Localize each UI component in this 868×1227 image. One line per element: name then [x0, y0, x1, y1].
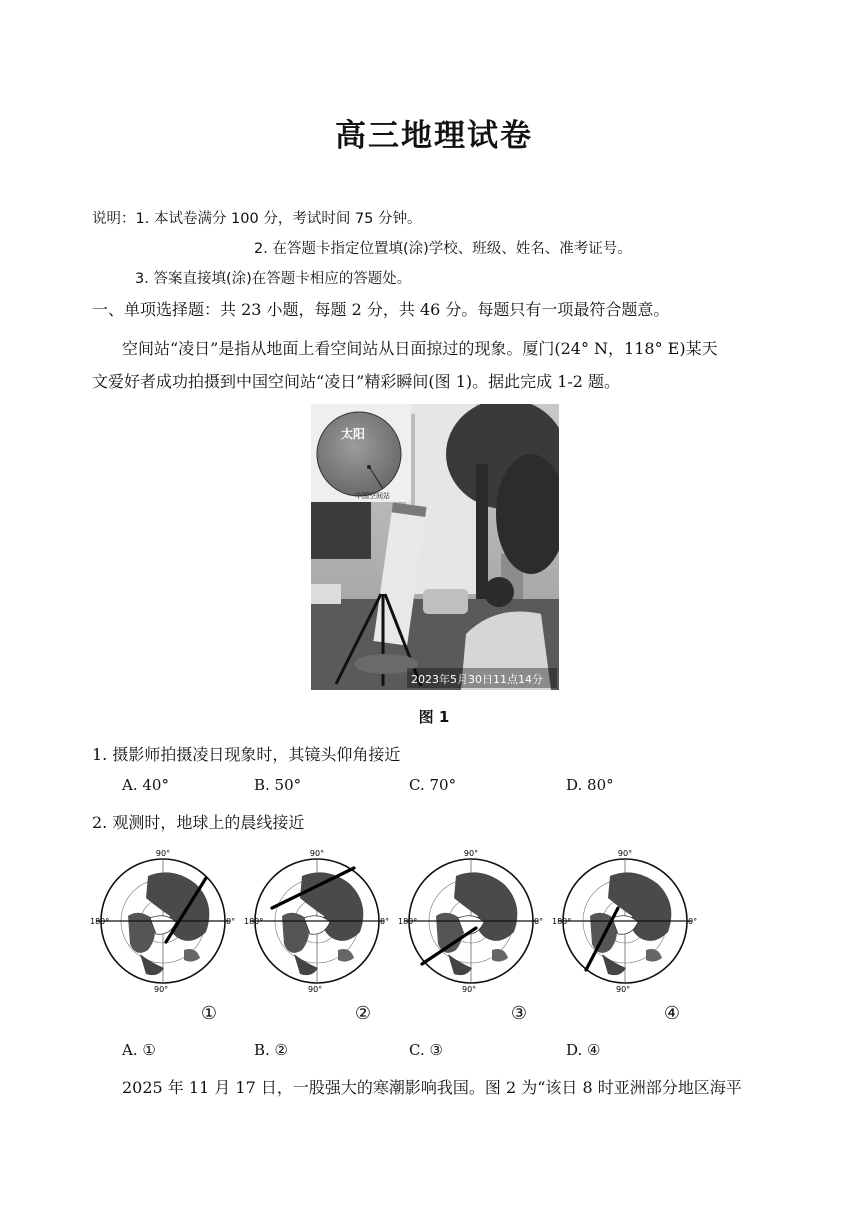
svg-text:90°: 90°	[155, 849, 171, 858]
svg-text:180°: 180°	[244, 917, 264, 926]
instruction-3: 3. 答案直接填(涂)在答题卡相应的答题处。	[135, 271, 412, 287]
svg-text:0°: 0°	[534, 917, 544, 926]
svg-text:0°: 0°	[226, 917, 236, 926]
question-1-stem: 1. 摄影师拍摄凌日现象时，其镜头仰角接近	[92, 745, 401, 764]
figure-1-photo	[311, 404, 559, 690]
svg-text:0°: 0°	[380, 917, 390, 926]
svg-text:90°: 90°	[154, 985, 169, 994]
instructions-label: 说明：	[92, 211, 136, 227]
svg-text:90°: 90°	[309, 849, 325, 858]
intro-paragraph-line-2: 文爱好者成功拍摄到中国空间站“凌日”精彩瞬间(图 1)。据此完成 1-2 题。	[92, 372, 621, 391]
globe-diagram-2	[242, 846, 392, 996]
svg-text:0°: 0°	[688, 917, 698, 926]
globe-number-1: ①	[200, 1003, 218, 1024]
instructions-line-1	[92, 207, 422, 228]
figure-1-caption: 图 1	[418, 708, 450, 726]
section-heading: 一、单项选择题：共 23 小题，每题 2 分，共 46 分。每题只有一项最符合题意。	[92, 300, 670, 319]
intro-paragraph-line-1: 空间站“凌日”是指从地面上看空间站从日面掠过的现象。厦门(24° N，118° E)某天	[122, 339, 718, 358]
q1-option-c: C. 70°	[409, 776, 457, 794]
q2-option-b: B. ②	[254, 1041, 289, 1059]
photo-timestamp: 2023年5月30日11点14分	[411, 673, 543, 686]
page-title: 高三地理试卷	[335, 118, 533, 154]
svg-text:180°: 180°	[398, 917, 418, 926]
svg-text:180°: 180°	[552, 917, 572, 926]
globe-diagram-1	[88, 846, 238, 996]
svg-text:90°: 90°	[616, 985, 631, 994]
globe-diagram-4	[550, 846, 700, 996]
q1-option-a: A. 40°	[122, 776, 169, 794]
q2-option-c: C. ③	[409, 1041, 443, 1059]
svg-text:90°: 90°	[617, 849, 633, 858]
q1-option-d: D. 80°	[566, 776, 614, 794]
svg-text:90°: 90°	[308, 985, 323, 994]
globe-number-3: ③	[510, 1003, 528, 1024]
q2-option-d: D. ④	[566, 1041, 601, 1059]
svg-text:180°: 180°	[90, 917, 110, 926]
instruction-2: 2. 在答题卡指定位置填(涂)学校、班级、姓名、准考证号。	[254, 241, 632, 257]
globe-number-2: ②	[354, 1003, 372, 1024]
q1-option-b: B. 50°	[254, 776, 302, 794]
instruction-1: 1. 本试卷满分 100 分，考试时间 75 分钟。	[135, 211, 422, 227]
inset-station-label: 中国空间站	[355, 492, 390, 500]
q2-option-a: A. ①	[122, 1041, 156, 1059]
intro-2-paragraph: 2025 年 11 月 17 日，一股强大的寒潮影响我国。图 2 为“该日 8 时亚洲部分地区海平	[122, 1078, 742, 1097]
question-2-stem: 2. 观测时，地球上的晨线接近	[92, 813, 305, 832]
inset-sun-label: 太阳	[341, 427, 366, 441]
globe-number-4: ④	[663, 1003, 681, 1024]
svg-text:90°: 90°	[462, 985, 477, 994]
svg-text:90°: 90°	[463, 849, 479, 858]
globe-diagram-3	[396, 846, 546, 996]
